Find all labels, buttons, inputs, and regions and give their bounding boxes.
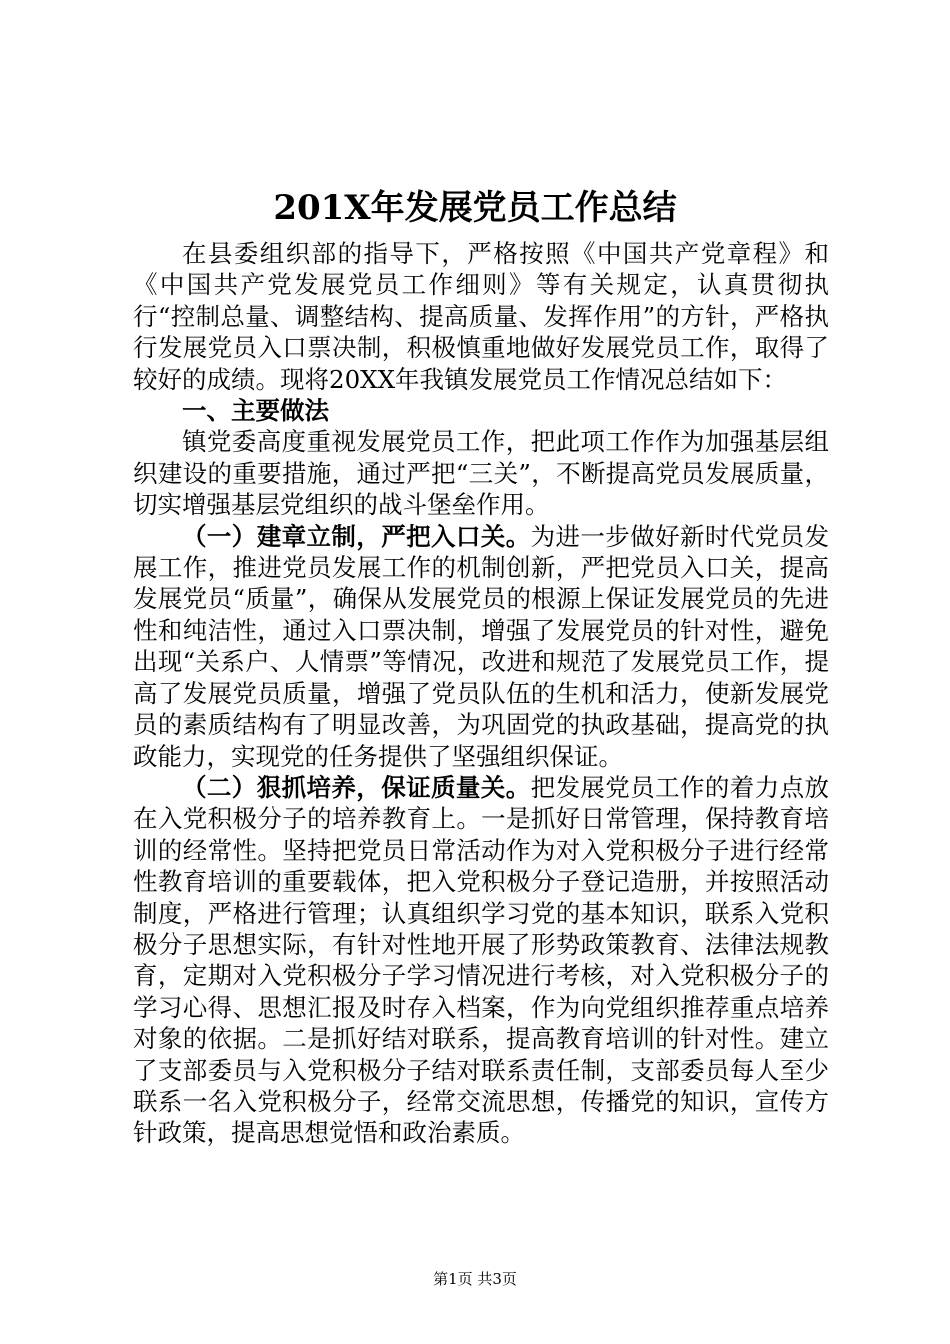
item1-paragraph bbox=[133, 521, 829, 772]
item2-body: 把发展党员工作的着力点放在入党积极分子的培养教育上。一是抓好日常管理，保持教育培训的经常性。坚持把党员日常活动作为对入党积极分子进行经常性教育培训的重要载体，把入党积极分子登记造册，并按照活动制度，严格进行管理；认真组织学习党的基本知识，联系入党积极分子思想实际，有针对性地开展了形势政策教育、法律法规教育，定期对入党积极分子学习情况进行考核，对入党积极分子的学习心得、思想汇报及时存入档案，作为向党组织推荐重点培养对象的依据。二是抓好结对联系，提高教育培训的针对性。建立了支部委员与入党积极分子结对联系责任制，支部委员每人至少联系一名入党积极分子，经常交流思想，传播党的知识，宣传方针政策，提高思想觉悟和政治素质。 bbox=[133, 772, 830, 1148]
item2-lead: （二）狠抓培养，保证质量关。 bbox=[182, 772, 531, 802]
item1-body: 为进一步做好新时代党员发展工作，推进党员发展工作的机制创新，严把党员入口关，提高发展党员“质量”，确保从发展党员的根源上保证发展党员的先进性和纯洁性，通过入口票决制，增强了发展党员的针对性，避免出现“关系户、人情票”等情况，改进和规范了发展党员工作，提高了发展党员质量，增强了党员队伍的生机和活力，使新发展党员的素质结构有了明显改善，为巩固党的执政基础，提高党的执政能力，实现党的任务提供了坚强组织保证。 bbox=[133, 521, 830, 771]
document-title: 201X年发展党员工作总结 bbox=[273, 188, 677, 228]
page-footer: 第1页 共3页 bbox=[433, 1270, 517, 1288]
section-paragraph: 镇党委高度重视发展党员工作，把此项工作作为加强基层组织建设的重要措施，通过严把“三关”，不断提高党员发展质量，切实增强基层党组织的战斗堡垒作用。 bbox=[133, 427, 829, 520]
intro-paragraph: 在县委组织部的指导下，严格按照《中国共产党章程》和《中国共产党发展党员工作细则》等有关规定，认真贯彻执行“控制总量、调整结构、提高质量、发挥作用”的方针，严格执行发展党员入口票决制，积极慎重地做好发展党员工作，取得了较好的成绩。现将20XX年我镇发展党员工作情况总结如下： bbox=[133, 239, 829, 394]
item2-paragraph bbox=[133, 772, 829, 1149]
document-body bbox=[133, 238, 829, 1149]
section-heading: 一、主要做法 bbox=[182, 396, 329, 426]
item1-lead: （一）建章立制，严把入口关。 bbox=[182, 521, 531, 551]
